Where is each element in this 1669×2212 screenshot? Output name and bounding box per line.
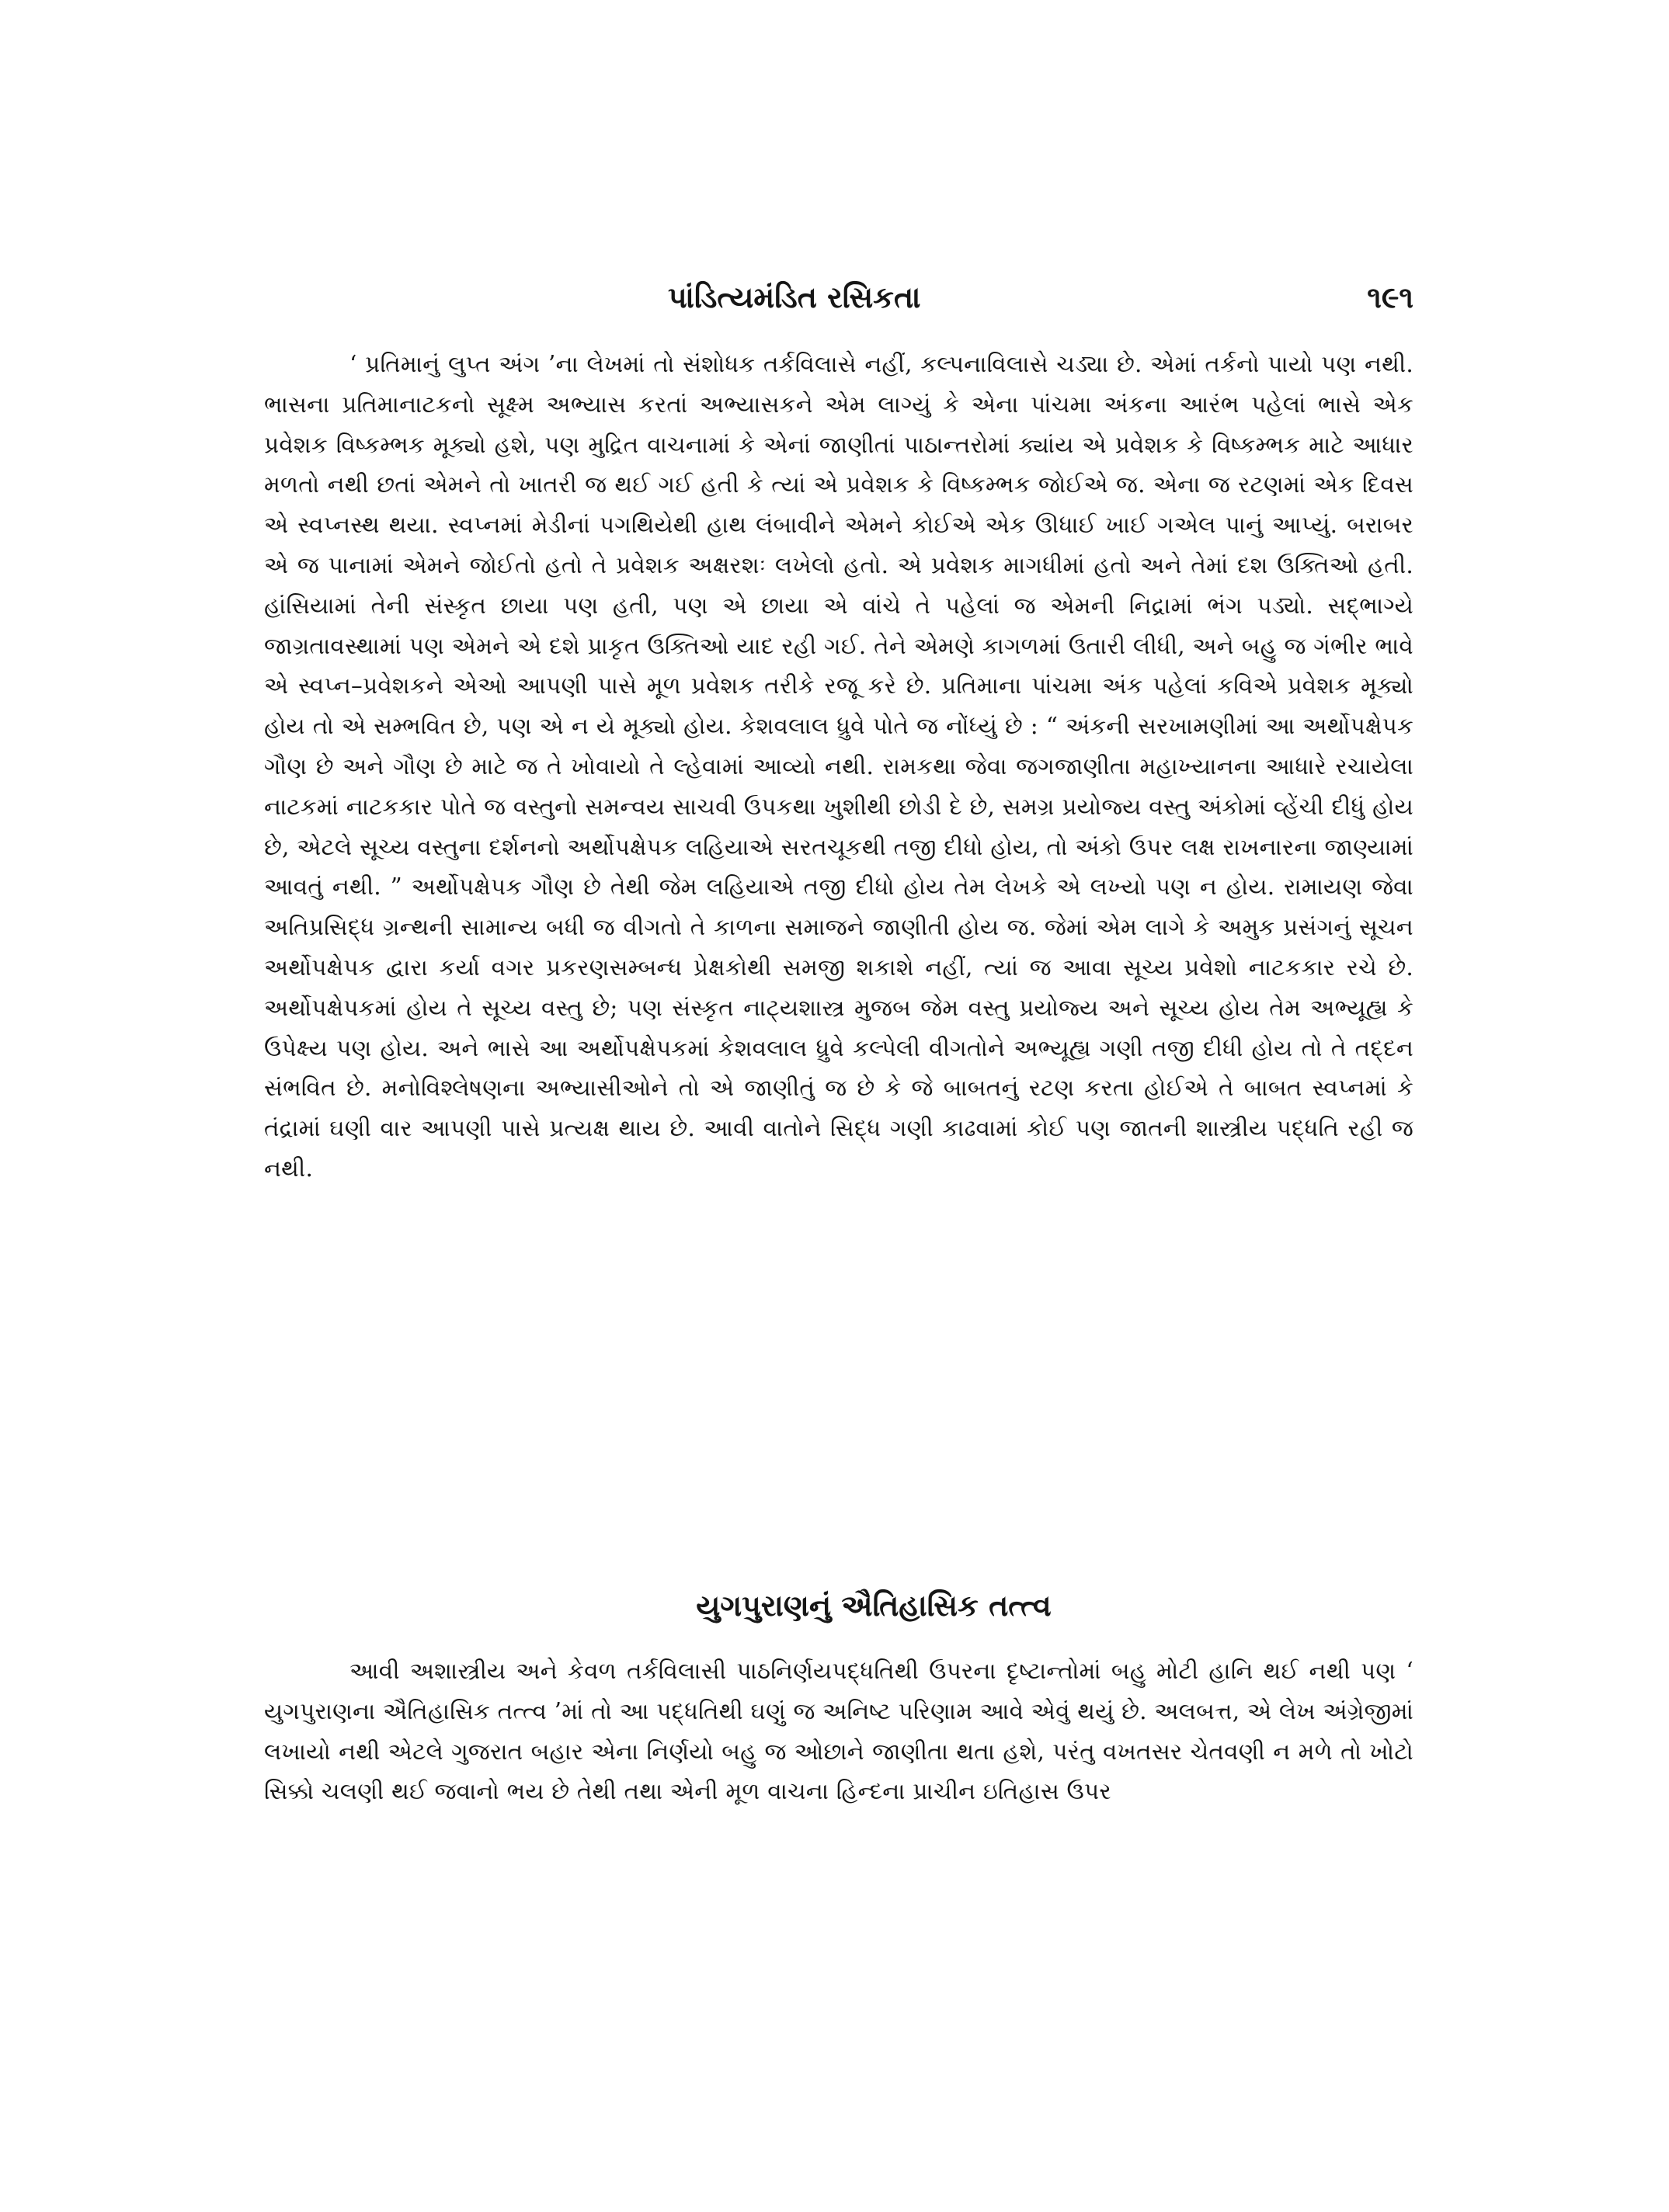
running-header — [264, 280, 1413, 326]
paragraph-yugapurana: આવી અશાસ્ત્રીય અને કેવળ તર્કવિલાસી પાઠનિર્ણયપદ્ધતિથી ઉપરના દૃષ્ટાન્તોમાં બહુ મોટી હાનિ થઈ નથી પણ ‘ યુગપુરાણના ઐતિહાસિક તત્ત્વ ’માં તો આ પદ્ધતિથી ઘણું જ અનિષ્ટ પરિણામ આવે એવું થયું છે. અલબત્ત, એ લેખ અંગ્રેજીમાં લખાયો નથી એટલે ગુજરાત બહાર એના નિર્ણયો બહુ જ ઓછાને જાણીતા થતા હશે, પરંતુ વખતસર ચેતવણી ન મળે તો ખોટો સિક્કો ચલણી થઈ જવાનો ભય છે તેથી તથા એની મૂળ વાચના હિન્દના પ્રાચીન ઇતિહાસ ઉપર — [264, 1658, 1413, 1805]
section-heading: યુગપુરાણનું ઐતિહાસિક તત્ત્વ — [696, 1588, 1052, 1623]
paragraph-pratima: ‘ પ્રતિમાનું લુપ્ત અંગ ’ના લેખમાં તો સંશોધક તર્કવિલાસે નહીં, કલ્પનાવિલાસે ચડ્યા છે. એમાં તર્કનો પાયો પણ નથી. ભાસના પ્રતિમાનાટકનો સૂક્ષ્મ અભ્યાસ કરતાં અભ્યાસકને એમ લાગ્યું કે એના પાંચમા અંકના આરંભ પહેલાં ભાસે એક પ્રવેશક વિષ્કમ્ભક મૂક્યો હશે, પણ મુદ્રિત વાચનામાં કે એનાં જાણીતાં પાઠાન્તરોમાં ક્યાંય એ પ્રવેશક કે વિષ્કમ્ભક માટે આધાર મળતો નથી છતાં એમને તો ખાતરી જ થઈ ગઈ હતી કે ત્યાં એ પ્રવેશક કે વિષ્કમ્ભક જોઈએ જ. એના જ રટણમાં એક દિવસ એ સ્વપ્નસ્થ થયા. સ્વપ્નમાં મેડીનાં પગથિયેથી હાથ લંબાવીને એમને કોઈએ એક ઊધાઈ ખાઈ ગએલ પાનું આપ્યું. બરાબર એ જ પાનામાં એમને જોઈતો હતો તે પ્રવેશક અક્ષરશઃ લખેલો હતો. એ પ્રવેશક માગધીમાં હતો અને તેમાં દશ ઉક્તિઓ હતી. હાંસિયામાં તેની સંસ્કૃત છાયા પણ હતી, પણ એ છાયા એ વાંચે તે પહેલાં જ એમની નિદ્રામાં ભંગ પડ્યો. સદ્‌ભાગ્યે જાગ્રતાવસ્થામાં પણ એમને એ દશે પ્રાકૃત ઉક્તિઓ યાદ રહી ગઈ. તેને એમણે કાગળમાં ઉતારી લીધી, અને બહુ જ ગંભીર ભાવે એ સ્વપ્ન–પ્રવેશકને એઓ આપણી પાસે મૂળ પ્રવેશક તરીકે રજૂ કરે છે. પ્રતિમાના પાંચમા અંક પહેલાં કવિએ પ્રવેશક મૂક્યો હોય તો એ સમ્ભવિત છે, પણ એ ન યે મૂક્યો હોય. કેશવલાલ ધ્રુવે પોતે જ નોંધ્યું છે : “ અંકની સરખામણીમાં આ અર્થોપક્ષેપક ગૌણ છે અને ગૌણ છે માટે જ તે ખોવાયો તે લ્હેવામાં આવ્યો નથી. રામકથા જેવા જગજાણીતા મહાખ્યાનના આધારે રચાયેલા નાટકમાં નાટકકાર પોતે જ વસ્તુનો સમન્વય સાચવી ઉપકથા ખુશીથી છોડી દે છે, સમગ્ર પ્રયોજ્ય વસ્તુ અંકોમાં વ્હેંચી દીધું હોય છે, એટલે સૂચ્ય વસ્તુના દર્શનનો અર્થોપક્ષેપક લહિયાએ સરતચૂકથી તજી દીધો હોય, તો અંકો ઉપર લક્ષ રાખનારના જાણ્યામાં આવતું નથી. ” અર્થોપક્ષેપક ગૌણ છે તેથી જેમ લહિયાએ તજી દીધો હોય તેમ લેખકે એ લખ્યો પણ ન હોય. રામાયણ જેવા અતિપ્રસિદ્ધ ગ્રન્થની સામાન્ય બધી જ વીગતો તે કાળના સમાજને જાણીતી હોય જ. જેમાં એમ લાગે કે અમુક પ્રસંગનું સૂચન અર્થોપક્ષેપક દ્વારા કર્યા વગર પ્રકરણસમ્બન્ધ પ્રેક્ષકોથી સમજી શકાશે નહીં, ત્યાં જ આવા સૂચ્ય પ્રવેશો નાટકકાર રચે છે. અર્થોપક્ષેપકમાં હોય તે સૂચ્ય વસ્તુ છે; પણ સંસ્કૃત નાટ્યશાસ્ત્ર મુજબ જેમ વસ્તુ પ્રયોજ્ય અને સૂચ્ય હોય તેમ અભ્યૂહ્ય કે ઉપેક્ષ્ય પણ હોય. અને ભાસે આ અર્થોપક્ષેપકમાં કેશવલાલ ધ્રુવે કલ્પેલી વીગતોને અભ્યૂહ્ય ગણી તજી દીધી હોય તો તે તદ્દન સંભવિત છે. મનોવિશ્લેષણના અભ્યાસીઓને તો એ જાણીતું જ છે કે જે બાબતનું રટણ કરતા હોઈએ તે બાબત સ્વપ્નમાં કે તંદ્રામાં ઘણી વાર આપણી પાસે પ્રત્યક્ષ થાય છે. આવી વાતોને સિદ્ધ ગણી કાઢવામાં કોઈ પણ જાતની શાસ્ત્રીય પદ્ધતિ રહી જ નથી. — [264, 351, 1413, 1182]
page-number: ૧૯૧ — [1367, 280, 1413, 314]
running-title: પાંડિત્યમંડિત રસિકતા — [668, 280, 921, 314]
